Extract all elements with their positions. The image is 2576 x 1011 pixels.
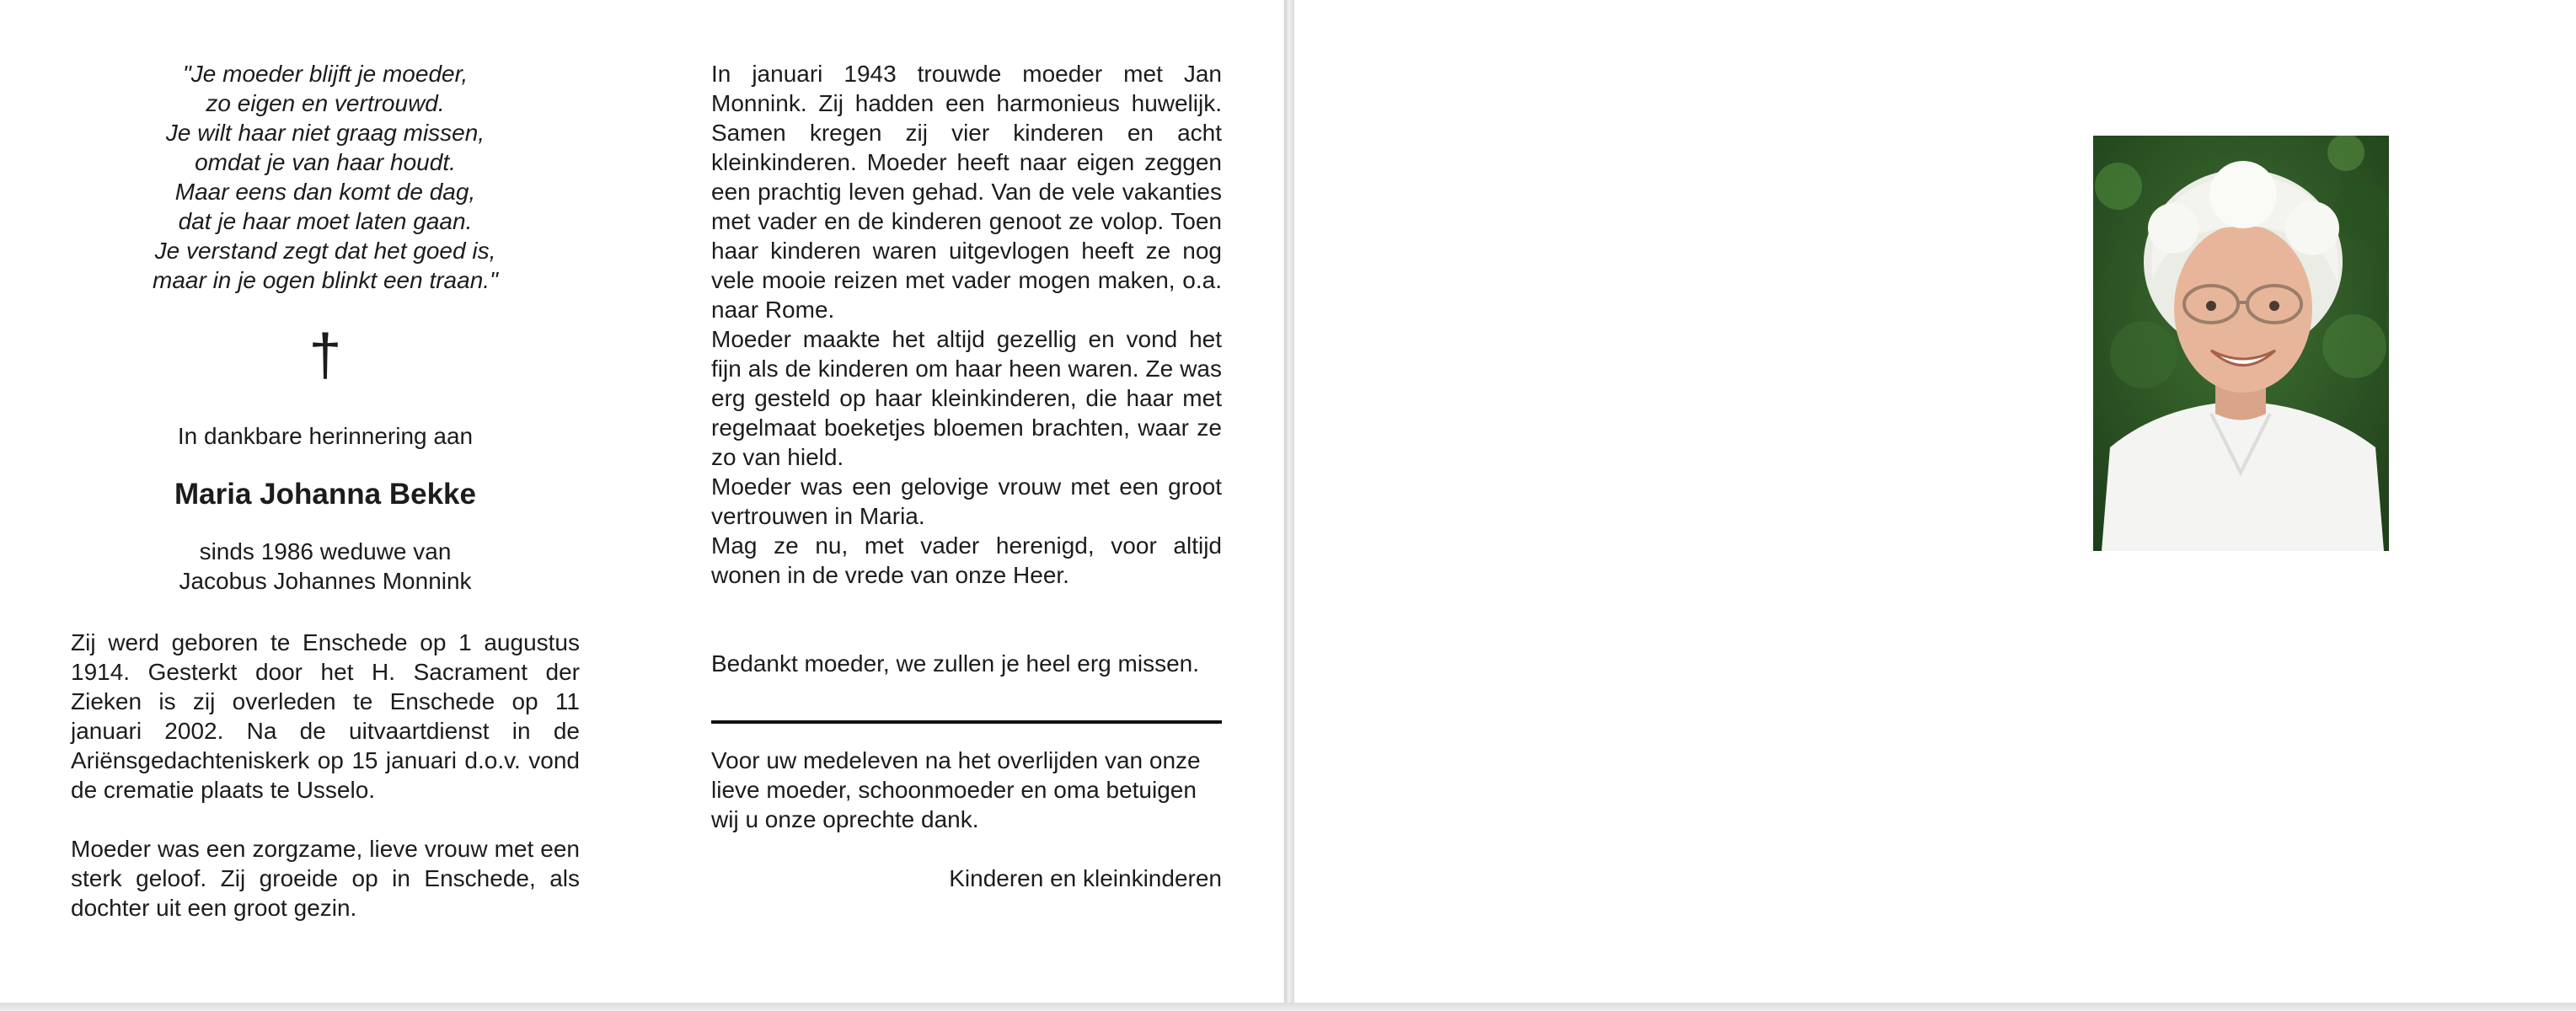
- card-fold: [1284, 0, 1294, 1011]
- scanner-bed-edge: [0, 1003, 2576, 1011]
- spouse-name: Jacobus Johannes Monnink: [179, 568, 472, 594]
- widow-statement: [71, 537, 580, 596]
- poem: [71, 59, 580, 295]
- portrait-photo-icon: [2093, 136, 2389, 551]
- deceased-name: Maria Johanna Bekke: [174, 478, 476, 511]
- poem-line: omdat je van haar houdt.: [195, 149, 456, 175]
- story-paragraph: In januari 1943 trouwde moeder met Jan Monnink. Zij hadden een harmonieus huwelijk. Samen kregen zij vier kinderen en acht kleinkinderen. Moeder heeft naar eigen zeggen een prachtig leven gehad. Van de vele vakanties met vader en de kinderen genoot ze volop. Toen haar kinderen waren uitgevlogen heeft ze nog vele mooie reizen met vader mogen maken, o.a. naar Rome.: [711, 61, 1222, 323]
- poem-line: "Je moeder blijft je moeder,: [182, 61, 469, 87]
- poem-line: dat je haar moet laten gaan.: [178, 208, 473, 234]
- condolence-text: Voor uw medeleven na het overlijden van onze lieve moeder, schoonmoeder en oma betuigen wij u onze oprechte dank.: [711, 747, 1201, 832]
- poem-line: maar in je ogen blinkt een traan.": [153, 267, 498, 293]
- portrait-illustration: [2093, 136, 2389, 551]
- poem-line: Je wilt haar niet graag missen,: [165, 120, 485, 146]
- signoff: Kinderen en kleinkinderen: [949, 865, 1222, 891]
- poem-line: Je verstand zegt dat het goed is,: [154, 238, 496, 264]
- poem-line: Maar eens dan komt de dag,: [174, 179, 476, 205]
- poem-line: zo eigen en vertrouwd.: [206, 90, 445, 116]
- middle-column: [711, 59, 1222, 893]
- story-paragraph: Moeder maakte het altijd gezellig en vond het fijn als de kinderen om haar heen waren. Ze was erg gesteld op haar kleinkinderen, die haar met regelmaat boeketjes bloemen brachten, waar ze zo van hield.: [711, 326, 1222, 470]
- story-paragraph: Mag ze nu, met vader herenigd, voor altijd wonen in de vrede van onze Heer.: [711, 532, 1222, 588]
- left-column: [71, 59, 580, 923]
- biography-paragraph: Moeder was een zorgzame, lieve vrouw met een sterk geloof. Zij groeide op in Enschede, als dochter uit een groot gezin.: [71, 836, 580, 921]
- divider: [711, 720, 1222, 724]
- cross-icon: †: [308, 322, 342, 388]
- biography-paragraph: Zij werd geboren te Enschede op 1 augustus 1914. Gesterkt door het H. Sacrament der Zieken is zij overleden te Enschede op 11 januari 2002. Na de uitvaartdienst in de Ariënsgedachteniskerk op 15 januari d.o.v. vond de crematie plaats te Usselo.: [71, 629, 580, 803]
- remembrance-line: In dankbare herinnering aan: [177, 423, 474, 449]
- widow-line: sinds 1986 weduwe van: [199, 538, 452, 564]
- thanks-line: Bedankt moeder, we zullen je heel erg missen.: [711, 650, 1199, 677]
- story-paragraph: Moeder was een gelovige vrouw met een groot vertrouwen in Maria.: [711, 473, 1222, 529]
